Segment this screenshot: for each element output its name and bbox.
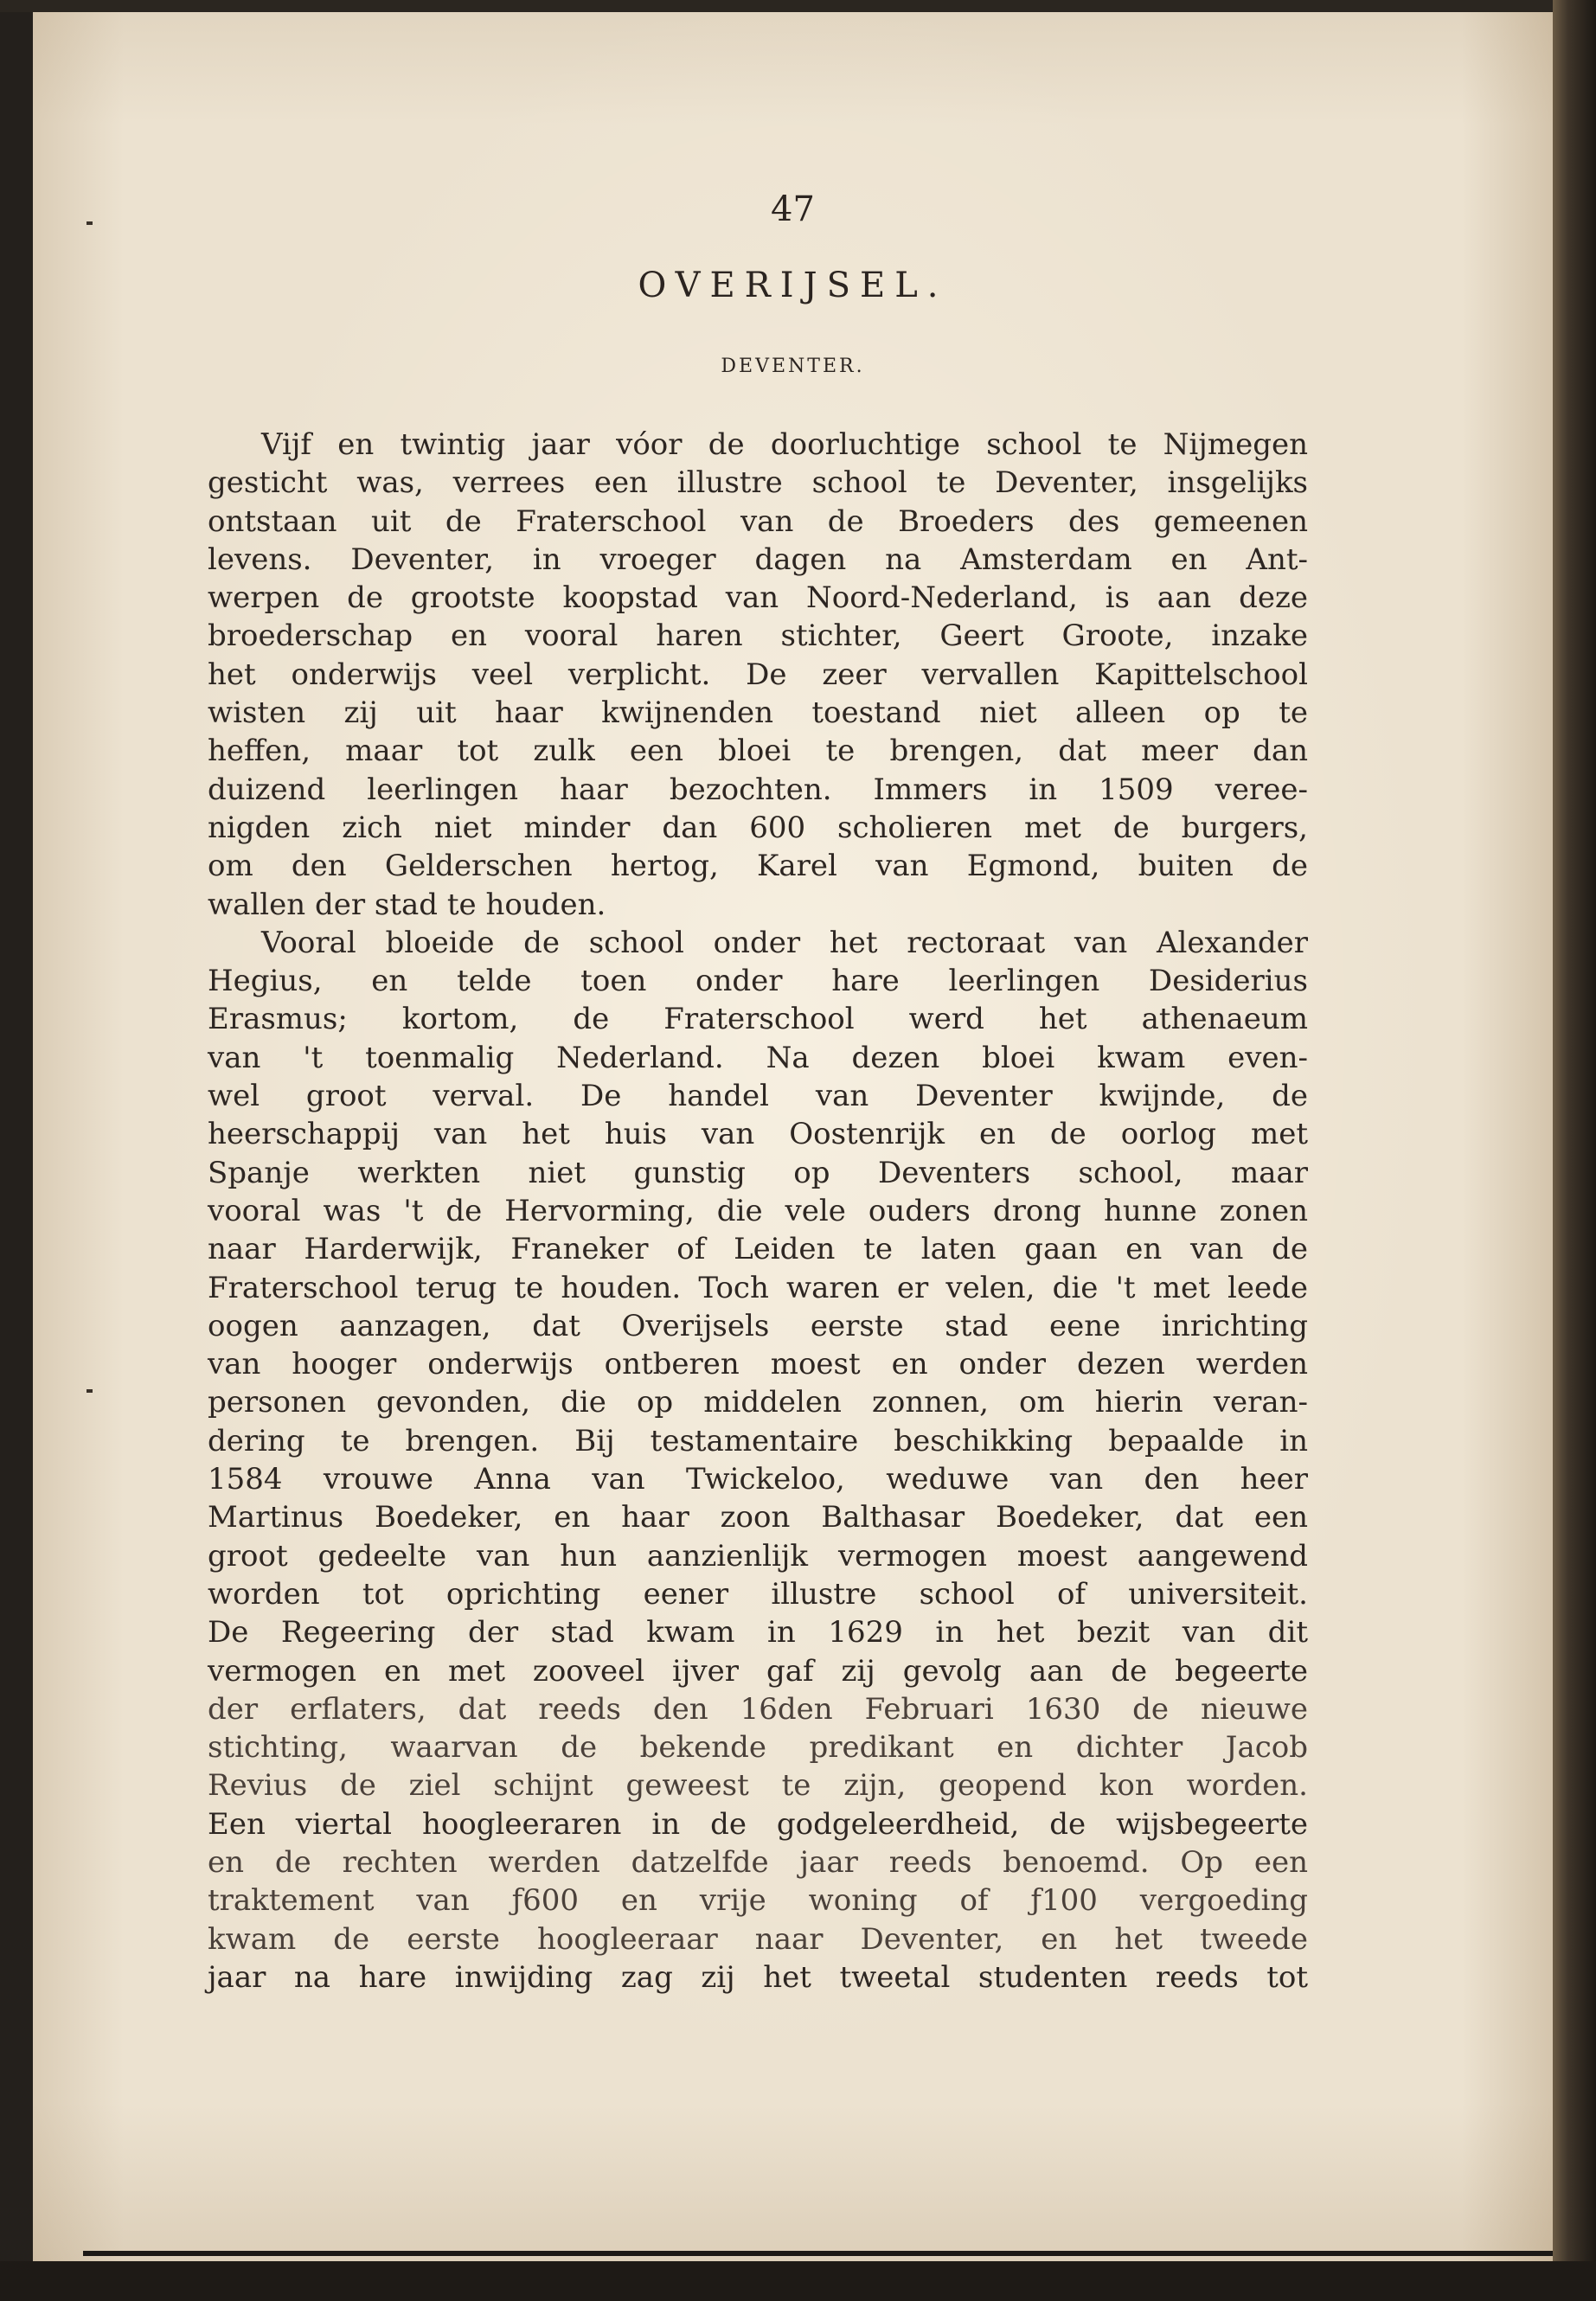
- text-line: De Regeering der stad kwam in 1629 in het bezit van dit: [208, 1615, 1308, 1650]
- scan-top-edge: [0, 0, 1596, 12]
- text-line: wel groot verval. De handel van Deventer kwijnde, de: [208, 1079, 1308, 1114]
- text-line: wallen der stad te houden.: [208, 887, 606, 922]
- scan-bottom-edge: [0, 2261, 1596, 2301]
- text-line: Erasmus; kortom, de Fraterschool werd het athenaeum: [208, 1002, 1308, 1037]
- book-spine-edge: [1553, 0, 1596, 2301]
- text-line: duizend leerlingen haar bezochten. Immers in 1509 veree-: [208, 772, 1308, 807]
- text-line: nigden zich niet minder dan 600 scholieren met de burgers,: [208, 810, 1308, 845]
- text-line: oogen aanzagen, dat Overijsels eerste stad eene inrichting: [208, 1308, 1308, 1343]
- text-line: dering te brengen. Bij testamentaire beschikking bepaalde in: [208, 1423, 1308, 1458]
- text-line: Martinus Boedeker, en haar zoon Balthasar Boedeker, dat een: [208, 1500, 1308, 1535]
- text-line: vooral was 't de Hervorming, die vele ouders drong hunne zonen: [208, 1193, 1308, 1228]
- text-line: heerschappij van het huis van Oostenrijk en de oorlog met: [208, 1117, 1308, 1152]
- text-line: der erflaters, dat reeds den 16den Februari 1630 de nieuwe: [208, 1691, 1308, 1727]
- text-line: het onderwijs veel verplicht. De zeer vervallen Kapittelschool: [208, 657, 1308, 692]
- text-line: traktement van ƒ600 en vrije woning of ƒ100 vergoeding: [208, 1883, 1308, 1919]
- text-line: naar Harderwijk, Franeker of Leiden te laten gaan en van de: [208, 1232, 1308, 1267]
- text-line: Revius de ziel schijnt geweest te zijn, geopend kon worden.: [208, 1768, 1308, 1804]
- text-line: jaar na hare inwijding zag zij het tweetal studenten reeds tot: [208, 1959, 1308, 1995]
- section-title: OVERIJSEL.: [638, 266, 948, 305]
- text-line: Een viertal hoogleeraren in de godgeleerdheid, de wijsbegeerte: [208, 1806, 1308, 1842]
- text-line: en de rechten werden datzelfde jaar reeds benoemd. Op een: [208, 1844, 1308, 1880]
- text-line: van hooger onderwijs ontberen moest en onder dezen werden: [208, 1347, 1308, 1382]
- page-number: 47: [771, 189, 815, 229]
- text-line: Vijf en twintig jaar vóor de doorluchtige school te Nijmegen: [261, 427, 1308, 462]
- text-line: kwam de eerste hoogleeraar naar Deventer, en het tweede: [208, 1921, 1308, 1957]
- text-line: heffen, maar tot zulk een bloei te brengen, dat meer dan: [208, 734, 1308, 769]
- text-line: wisten zij uit haar kwijnenden toestand niet alleen op te: [208, 695, 1308, 731]
- text-line: Spanje werkten niet gunstig op Deventers school, maar: [208, 1155, 1308, 1190]
- text-line: werpen de grootste koopstad van Noord-Nederland, is aan deze: [208, 580, 1308, 616]
- text-line: ontstaan uit de Fraterschool van de Broeders des gemeenen: [208, 503, 1308, 539]
- text-line: 1584 vrouwe Anna van Twickeloo, weduwe van den heer: [208, 1462, 1308, 1497]
- page-bottom-border: [83, 2251, 1571, 2256]
- text-line: worden tot oprichting eener illustre school of universiteit.: [208, 1576, 1308, 1612]
- city-heading: DEVENTER.: [721, 356, 865, 377]
- text-line: groot gedeelte van hun aanzienlijk vermogen moest aangewend: [208, 1538, 1308, 1574]
- text-line: stichting, waarvan de bekende predikant en dichter Jacob: [208, 1730, 1308, 1766]
- text-line: om den Gelderschen hertog, Karel van Egmond, buiten de: [208, 849, 1308, 884]
- text-line: broederschap en vooral haren stichter, Geert Groote, inzake: [208, 619, 1308, 654]
- margin-mark: [87, 1389, 93, 1393]
- text-line: Fraterschool terug te houden. Toch waren er velen, die 't met leede: [208, 1270, 1308, 1305]
- text-line: van 't toenmalig Nederland. Na dezen bloei kwam even-: [208, 1040, 1308, 1075]
- text-line: personen gevonden, die op middelen zonnen, om hierin veran-: [208, 1385, 1308, 1420]
- body-text: [208, 426, 1308, 1997]
- text-line: Vooral bloeide de school onder het rectoraat van Alexander: [261, 925, 1308, 960]
- text-line: Hegius, en telde toen onder hare leerlingen Desiderius: [208, 964, 1308, 999]
- text-line: gesticht was, verrees een illustre school te Deventer, insgelijks: [208, 465, 1308, 501]
- text-line: levens. Deventer, in vroeger dagen na Amsterdam en Ant-: [208, 542, 1308, 577]
- text-line: vermogen en met zooveel ijver gaf zij gevolg aan de begeerte: [208, 1653, 1308, 1689]
- book-page: [33, 12, 1553, 2261]
